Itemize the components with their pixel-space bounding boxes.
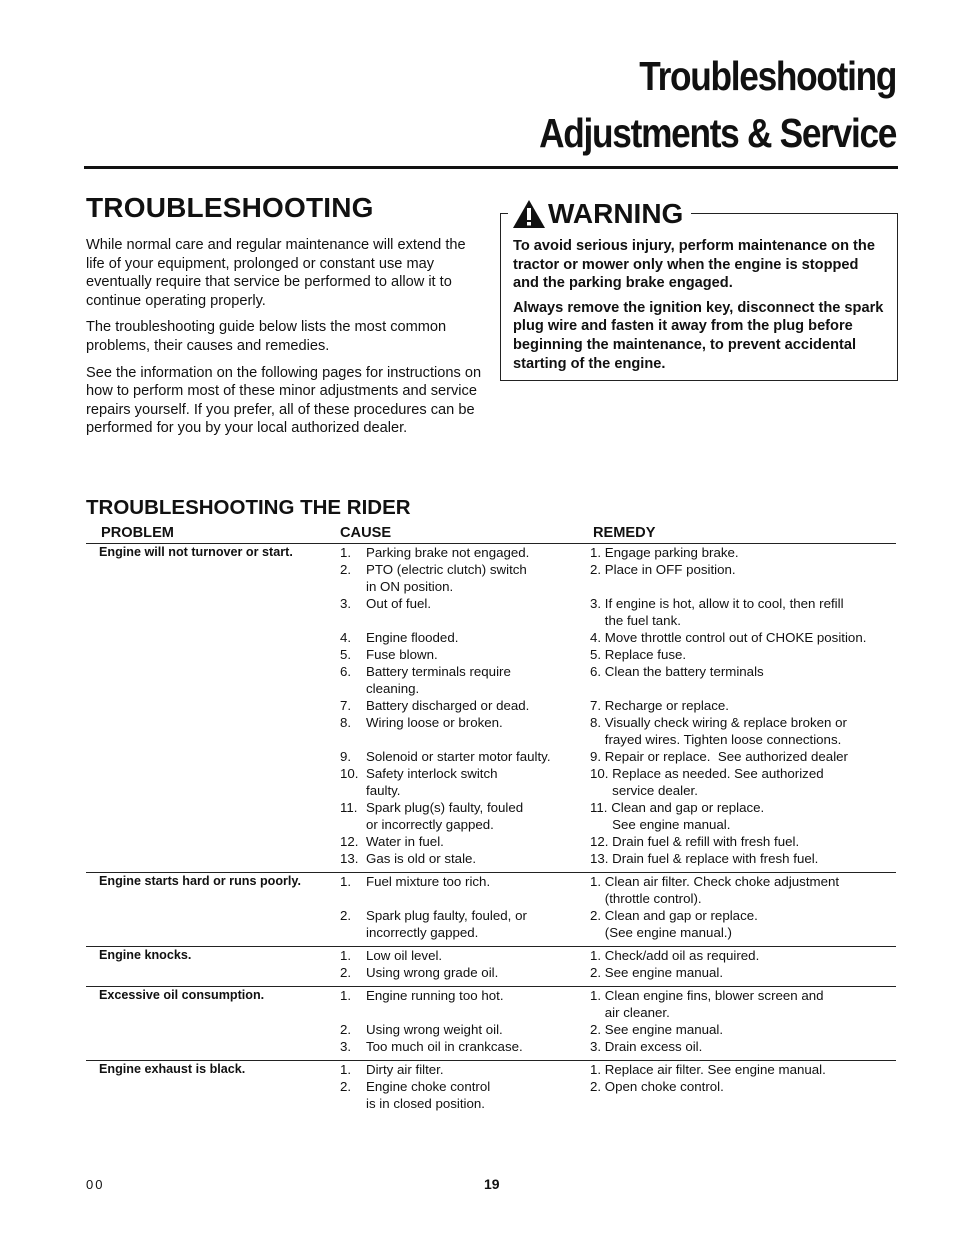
problem-label: Engine starts hard or runs poorly. <box>99 874 301 888</box>
table-row <box>86 1039 896 1056</box>
remedy-text: 2. See engine manual. <box>590 1022 724 1037</box>
cause-text: Spark plug faulty, fouled, or incorrectly gapped. <box>366 908 527 940</box>
footer-code: 00 <box>86 1177 105 1192</box>
cause-text: Battery terminals require cleaning. <box>366 664 511 696</box>
warning-header <box>508 198 691 230</box>
table-row <box>86 1062 896 1079</box>
remedy-text: 9. Repair or replace. See authorized dealer <box>590 749 848 764</box>
cause-number: 2. <box>340 1022 352 1037</box>
remedy-text: 2. Open choke control. <box>590 1079 724 1094</box>
table-group <box>86 947 896 987</box>
cause-text: Low oil level. <box>366 948 443 963</box>
cause-text: Using wrong grade oil. <box>366 965 499 980</box>
remedy-text: 3. If engine is hot, allow it to cool, then refill the fuel tank. <box>590 596 844 628</box>
table-row <box>86 874 896 908</box>
page-header <box>481 48 896 162</box>
cause-number: 2. <box>340 1079 352 1094</box>
table-row <box>86 834 896 851</box>
intro-paragraph: The troubleshooting guide below lists the most common problems, their causes and remedies. <box>86 319 447 354</box>
page-number: 19 <box>484 1176 500 1192</box>
table-row <box>86 715 896 749</box>
cause-number: 5. <box>340 647 352 662</box>
remedy-text: 8. Visually check wiring & replace broken or frayed wires. Tighten loose connections. <box>590 715 847 747</box>
problem-label: Engine knocks. <box>99 948 192 962</box>
cause-text: Fuse blown. <box>366 647 438 662</box>
problem-label: Excessive oil consumption. <box>99 988 265 1002</box>
remedy-text: 7. Recharge or replace. <box>590 698 729 713</box>
problem-label: Engine will not turnover or start. <box>99 545 293 559</box>
intro-paragraph: While normal care and regular maintenance will extend the life of your equipment, prolonged or constant use may eventually require that service be performed to allow it to continue operating properly. <box>86 237 466 309</box>
remedy-text: 2. Place in OFF position. <box>590 562 736 577</box>
table-heading: TROUBLESHOOTING THE RIDER <box>86 496 411 519</box>
section-heading: TROUBLESHOOTING <box>86 192 374 223</box>
intro-paragraph: See the information on the following pages for instructions on how to perform most of these minor adjustments and service repairs yourself. If you prefer, all of these procedures can be performed for you by your local authorized dealer. <box>86 364 482 437</box>
cause-text: Engine flooded. <box>366 630 459 645</box>
remedy-text: 4. Move throttle control out of CHOKE position. <box>590 630 867 645</box>
table-row <box>86 1079 896 1113</box>
cause-text: Using wrong weight oil. <box>366 1022 503 1037</box>
warning-text <box>513 237 885 379</box>
table-row <box>86 766 896 800</box>
remedy-text: 5. Replace fuse. <box>590 647 687 662</box>
remedy-text: 1. Clean engine fins, blower screen and air cleaner. <box>590 988 824 1020</box>
cause-text: Gas is old or stale. <box>366 851 477 866</box>
table-body <box>86 544 896 1117</box>
cause-number: 1. <box>340 874 352 889</box>
cause-text: Battery discharged or dead. <box>366 698 530 713</box>
cause-text: Engine running too hot. <box>366 988 504 1003</box>
remedy-text: 1. Check/add oil as required. <box>590 948 760 963</box>
cause-number: 6. <box>340 664 352 679</box>
cause-text: Out of fuel. <box>366 596 432 611</box>
cause-number: 13. <box>340 851 359 866</box>
table-row <box>86 948 896 965</box>
cause-text: Solenoid or starter motor faulty. <box>366 749 551 764</box>
cause-number: 3. <box>340 596 352 611</box>
table-row <box>86 545 896 562</box>
table-row <box>86 851 896 868</box>
cause-number: 10. <box>340 766 359 781</box>
remedy-text: 1. Replace air filter. See engine manual. <box>590 1062 826 1077</box>
cause-number: 4. <box>340 630 352 645</box>
remedy-text: 10. Replace as needed. See authorized service dealer. <box>590 766 824 798</box>
cause-number: 11. <box>340 800 358 815</box>
table-header <box>86 523 896 544</box>
table-row <box>86 749 896 766</box>
remedy-text: 2. Clean and gap or replace. (See engine manual.) <box>590 908 758 940</box>
cause-text: Fuel mixture too rich. <box>366 874 491 889</box>
column-header-cause: CAUSE <box>340 525 392 541</box>
cause-text: Spark plug(s) faulty, fouled or incorrectly gapped. <box>366 800 524 832</box>
column-header-remedy: REMEDY <box>593 525 656 541</box>
cause-number: 2. <box>340 908 352 923</box>
cause-number: 1. <box>340 948 352 963</box>
table-row <box>86 562 896 596</box>
remedy-text: 12. Drain fuel & refill with fresh fuel. <box>590 834 800 849</box>
table-row <box>86 965 896 982</box>
cause-text: Wiring loose or broken. <box>366 715 503 730</box>
cause-number: 2. <box>340 965 352 980</box>
table-group <box>86 873 896 947</box>
remedy-text: 2. See engine manual. <box>590 965 724 980</box>
table-row <box>86 988 896 1022</box>
cause-number: 2. <box>340 562 352 577</box>
page-title-line-2: Adjustments & Service <box>539 110 896 156</box>
problem-label: Engine exhaust is black. <box>99 1062 246 1076</box>
remedy-text: 3. Drain excess oil. <box>590 1039 703 1054</box>
intro-text <box>86 236 486 446</box>
remedy-text: 1. Clean air filter. Check choke adjustment (throttle control). <box>590 874 840 906</box>
troubleshooting-table <box>86 523 896 1117</box>
cause-number: 1. <box>340 1062 352 1077</box>
table-row <box>86 908 896 942</box>
table-group <box>86 544 896 873</box>
warning-label: WARNING <box>548 198 684 229</box>
cause-number: 12. <box>340 834 359 849</box>
cause-text: PTO (electric clutch) switch in ON position. <box>366 562 527 594</box>
cause-number: 1. <box>340 988 352 1003</box>
header-divider <box>84 166 898 169</box>
cause-number: 3. <box>340 1039 352 1054</box>
table-row <box>86 664 896 698</box>
table-group <box>86 1061 896 1117</box>
table-row <box>86 800 896 834</box>
table-group <box>86 987 896 1061</box>
cause-number: 7. <box>340 698 352 713</box>
cause-text: Dirty air filter. <box>366 1062 444 1077</box>
remedy-text: 1. Engage parking brake. <box>590 545 739 560</box>
table-row <box>86 630 896 647</box>
cause-number: 1. <box>340 545 352 560</box>
table-row <box>86 647 896 664</box>
cause-text: Engine choke control is in closed position. <box>366 1079 491 1111</box>
cause-text: Parking brake not engaged. <box>366 545 530 560</box>
warning-paragraph: Always remove the ignition key, disconnect the spark plug wire and fasten it away from the plug before beginning the maintenance, to prevent accidental starting of the engine. <box>513 299 884 372</box>
warning-triangle-icon <box>512 199 546 229</box>
page-title-line-1: Troubleshooting <box>639 53 896 99</box>
cause-text: Too much oil in crankcase. <box>366 1039 523 1054</box>
remedy-text: 6. Clean the battery terminals <box>590 664 764 679</box>
table-row <box>86 698 896 715</box>
cause-text: Water in fuel. <box>366 834 444 849</box>
remedy-text: 11. Clean and gap or replace. See engine manual. <box>590 800 765 832</box>
cause-text: Safety interlock switch faulty. <box>366 766 498 798</box>
warning-paragraph: To avoid serious injury, perform maintenance on the tractor or mower only when the engine is stopped and the parking brake engaged. <box>513 238 875 292</box>
cause-number: 9. <box>340 749 352 764</box>
table-row <box>86 1022 896 1039</box>
column-header-problem: PROBLEM <box>101 525 174 541</box>
table-row <box>86 596 896 630</box>
cause-number: 8. <box>340 715 352 730</box>
remedy-text: 13. Drain fuel & replace with fresh fuel. <box>590 851 819 866</box>
